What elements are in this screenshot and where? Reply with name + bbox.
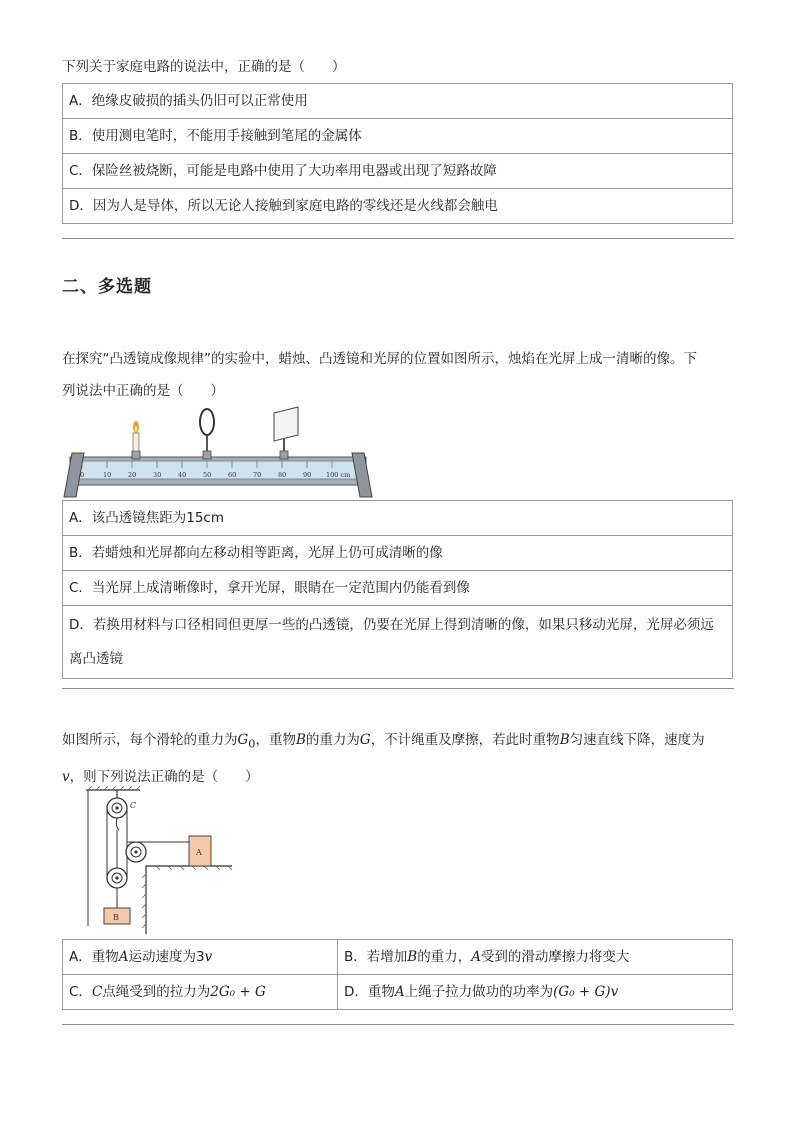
tick-label: 20 — [128, 471, 137, 479]
option-text: D．重物 — [344, 984, 395, 1000]
q2-options-table — [62, 500, 733, 679]
math-symbol: A — [394, 984, 405, 1000]
tick-label: 30 — [153, 471, 162, 479]
tick-label: 60 — [228, 471, 237, 479]
q1-option-a: A．绝缘皮破损的插头仍旧可以正常使用 — [63, 84, 733, 119]
label-a: A — [196, 848, 202, 857]
light-screen-icon — [274, 407, 298, 459]
divider — [62, 238, 734, 239]
q3-options-table — [62, 939, 733, 1010]
section-title: 二、多选题 — [62, 277, 152, 297]
math-expression: 2G₀ + G — [210, 984, 266, 1000]
tick-label: 100 cm — [326, 471, 351, 479]
math-symbol: C — [91, 984, 103, 1000]
q1-stem: 下列关于家庭电路的说法中，正确的是（ ） — [62, 59, 346, 75]
tick-label: 50 — [203, 471, 212, 479]
tick-label: 80 — [278, 471, 287, 479]
math-symbol: G — [237, 732, 249, 748]
math-symbol: A — [118, 949, 129, 965]
q3-stem-line1 — [62, 724, 738, 761]
option-text: 受到的滑动摩擦力将变大 — [480, 949, 630, 965]
math-symbol: B — [407, 949, 418, 965]
label-c: C — [130, 801, 137, 810]
divider — [62, 688, 734, 689]
q1-option-c: C．保险丝被烧断，可能是电路中使用了大功率用电器或出现了短路故障 — [63, 154, 733, 189]
tick-label: 0 — [80, 471, 85, 479]
option-text: A．重物 — [69, 949, 119, 965]
q2-option-c: C．当光屏上成清晰像时，拿开光屏，眼睛在一定范围内仍能看到像 — [63, 571, 733, 606]
tick-label: 10 — [103, 471, 112, 479]
stem-text: 匀速直线下降，速度为 — [569, 732, 705, 748]
convex-lens-icon — [200, 409, 214, 459]
q3-stem — [62, 724, 738, 793]
q3-option-c — [63, 975, 338, 1010]
pulley-system-figure — [84, 786, 234, 934]
divider — [62, 1024, 734, 1025]
option-text: C． — [69, 984, 92, 1000]
math-symbol: v — [204, 949, 213, 965]
label-b: B — [113, 913, 119, 922]
q3-option-a — [63, 940, 338, 975]
candle-icon — [132, 421, 140, 459]
stem-text: ，不计绳重及摩擦，若此时重物 — [370, 732, 560, 748]
q3-option-b — [338, 940, 733, 975]
q1-option-b: B．使用测电笔时，不能用手接触到笔尾的金属体 — [63, 119, 733, 154]
option-text: 的重力， — [417, 949, 472, 965]
option-text: 运动速度为3 — [128, 949, 205, 965]
math-expression: (G₀ + G)v — [553, 984, 619, 1000]
math-symbol: B — [559, 732, 570, 748]
math-symbol: v — [62, 768, 70, 785]
tick-label: 90 — [303, 471, 312, 479]
math-subscript: 0 — [248, 737, 256, 751]
q3-option-d — [338, 975, 733, 1010]
math-symbol: G — [359, 732, 371, 748]
math-symbol: B — [295, 732, 306, 748]
stem-text: ，重物 — [255, 732, 296, 748]
tick-label: 70 — [253, 471, 262, 479]
q1-options-table — [62, 83, 733, 224]
q2-option-b: B．若蜡烛和光屏都向左移动相等距离，光屏上仍可成清晰的像 — [63, 536, 733, 571]
q2-stem-line2: 列说法中正确的是（ ） — [62, 383, 224, 399]
option-text: B．若增加 — [344, 949, 408, 965]
q1-option-d: D．因为人是导体，所以无论人接触到家庭电路的零线还是火线都会触电 — [63, 189, 733, 224]
stem-text: ，则下列说法正确的是（ ） — [69, 768, 259, 785]
math-symbol: A — [471, 949, 481, 965]
q2-option-d-line1: D．若换用材料与口径相同但更厚一些的凸透镜，仍要在光屏上得到清晰的像，如果只移动光屏，光屏必须远 — [69, 617, 714, 633]
stem-text: 的重力为 — [305, 732, 360, 748]
option-text: 上绳子拉力做功的功率为 — [404, 984, 554, 1000]
tick-label: 40 — [178, 471, 187, 479]
q2-option-d — [63, 606, 733, 679]
q2-option-d-line2: 离凸透镜 — [69, 651, 123, 667]
math-G0 — [237, 732, 256, 751]
q2-option-a: A．该凸透镜焦距为15cm — [63, 501, 733, 536]
q2-stem-line1: 在探究“凸透镜成像规律”的实验中，蜡烛、凸透镜和光屏的位置如图所示，烛焰在光屏上成一清晰的像。下 — [62, 351, 697, 367]
q2-stem — [62, 343, 738, 407]
stem-text: 如图所示，每个滑轮的重力为 — [62, 732, 238, 748]
optical-bench-figure — [62, 405, 374, 499]
option-text: 点绳受到的拉力为 — [102, 984, 211, 1000]
